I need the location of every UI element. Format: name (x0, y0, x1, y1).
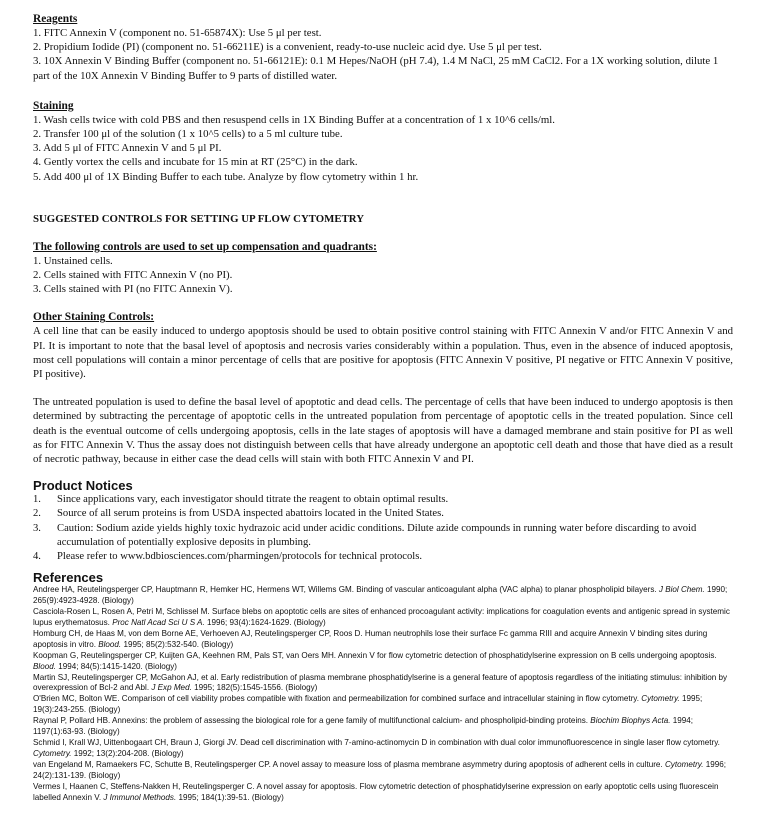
notice-text: Please refer to www.bdbiosciences.com/pharmingen/protocols for technical protocols. (57, 551, 422, 563)
staining-step: 5. Add 400 μl of 1X Binding Buffer to each tube. Analyze by flow cytometry within 1 hr. (33, 170, 419, 183)
control-item: 3. Cells stained with PI (no FITC Annexin V). (33, 283, 233, 296)
reference-citation: 1995; 85(2):532-540. (Biology) (123, 639, 234, 649)
control-item: 1. Unstained cells. (33, 254, 113, 267)
reference-journal: J Immunol Methods. (103, 792, 177, 802)
staining-step: 3. Add 5 μl of FITC Annexin V and 5 μl PI. (33, 142, 222, 155)
document-page (33, 12, 733, 803)
references-section (33, 570, 733, 803)
reference-citation: 1995; 19(3):243-255. (Biology) (33, 694, 703, 715)
reference-text: Martin SJ, Reutelingsperger CP, McGahon AJ, et al. Early redistribution of plasma membrane phosphatidylserine is a general feature of apoptosis regardless of the initiating stimulus: inhibition by overexpression of Bcl-2 and Abl. (33, 672, 728, 693)
reference-journal: Cytometry. (641, 694, 680, 704)
reference-item (33, 738, 733, 760)
notice-item (33, 550, 733, 564)
notices-heading: Product Notices (33, 478, 133, 494)
reference-item (33, 760, 733, 782)
reference-item (33, 629, 733, 651)
reference-citation: 1992; 13(2):204-208. (Biology) (73, 748, 184, 758)
notice-text: Caution: Sodium azide yields highly toxic hydrazoic acid under acidic conditions. Dilute azide compounds in running water before discarding to avoid accumulation of potentially explosive deposits in plumbing. (57, 522, 697, 548)
compensation-heading: The following controls are used to set up compensation and quadrants: (33, 240, 377, 253)
reference-journal: Proc Natl Acad Sci U S A. (112, 618, 205, 627)
notice-number: 2. (33, 508, 41, 520)
notice-item (33, 522, 733, 550)
staining-heading: Staining (33, 99, 74, 112)
reference-text: Schmid I, Krall WJ, Uittenbogaart CH, Braun J, Giorgi JV. Dead cell discrimination with 7-amino-actinomycin D in combination with dual color immunofluorescence in single laser flow cytometry. (33, 737, 720, 747)
reference-journal: Blood. (33, 661, 56, 671)
reference-citation: 1996; 24(2):131-139. (Biology) (33, 759, 726, 780)
staining-step: 4. Gently vortex the cells and incubate for 15 min at RT (25°C) in the dark. (33, 156, 358, 169)
reference-citation: 1995; 184(1):39-51. (Biology) (178, 792, 284, 802)
reference-citation: 1996; 93(4):1624-1629. (Biology) (206, 618, 326, 627)
reference-text: Casciola-Rosen L, Rosen A, Petri M, Schlissel M. Surface blebs on apoptotic cells are sites of enhanced procoagulant activity: implications for coagulation events and antigenic spread in systemic lupus erythematosus. (33, 607, 730, 627)
staining-section (33, 99, 733, 184)
reference-journal: Biochim Biophys Acta. (590, 716, 671, 726)
reference-journal: J Exp Med. (151, 683, 192, 693)
reference-item (33, 651, 733, 673)
staining-step: 1. Wash cells twice with cold PBS and then resuspend cells in 1X Binding Buffer at a concentration of 1 x 10^6 cells/ml. (33, 113, 555, 126)
reference-journal: J Biol Chem. (658, 585, 705, 595)
reference-citation: 1990; 265(9):4923-4928. (Biology) (33, 585, 728, 606)
notice-number: 3. (33, 522, 41, 534)
reference-item (33, 673, 733, 695)
notice-item (33, 493, 733, 507)
staining-step: 2. Transfer 100 μl of the solution (1 x 10^5 cells) to a 5 ml culture tube. (33, 128, 343, 141)
notice-text: Source of all serum proteins is from USDA inspected abattoirs located in the United States. (57, 508, 444, 520)
reference-item (33, 607, 733, 629)
control-item: 2. Cells stained with FITC Annexin V (no PI). (33, 269, 233, 282)
reference-item (33, 782, 733, 804)
controls-section (33, 212, 733, 466)
reference-text: van Engeland M, Ramaekers FC, Schutte B, Reutelingsperger CP. A novel assay to measure loss of plasma membrane asymmetry during apoptosis of adherent cells in culture. (33, 759, 663, 769)
reference-text: Vermes I, Haanen C, Steffens-Nakken H, Reutelingsperger C. A novel assay for apoptosis. Flow cytometric detection of phosphatidylserine expression on early apoptotic cells using fluorescein labelled Annexin V. (33, 781, 719, 802)
notice-text: Since applications vary, each investigator should titrate the reagent to obtain optimal results. (57, 494, 449, 506)
notice-item (33, 507, 733, 521)
reference-citation: 1994; 1197(1):63-93. (Biology) (33, 716, 694, 737)
controls-heading: SUGGESTED CONTROLS FOR SETTING UP FLOW CYTOMETRY (33, 212, 364, 225)
reference-citation: 1994; 84(5):1415-1420. (Biology) (58, 661, 177, 671)
reference-item (33, 585, 733, 607)
reagent-item: 2. Propidium Iodide (PI) (component no. 51-66211E) is a convenient, ready-to-use nucleic acid dye. Use 5 μl per test. (33, 41, 542, 54)
reagents-section (33, 12, 733, 83)
untreated-population-paragraph: The untreated population is used to define the basal level of apoptotic and dead cells. The percentage of cells that have been induced to undergo apoptosis is then determined by subtracting the percentage of apoptotic cells in the untreated population from percentage of apoptotic cells in the treated population. Since cell death is the eventual outcome of cells undergoing apoptosis, cells in the late stages of apoptosis will have a damaged membrane and stain positive for PI as well as for FITC Annexin V. Thus the assay does not distinguish between cells that have already undergone an apoptotic cell death and those that have died as a result of necrotic pathway, because in either case the dead cells will stain with both FITC Annexin V and PI. (33, 396, 733, 466)
reference-text: Homburg CH, de Haas M, von dem Borne AE, Verhoeven AJ, Reutelingsperger CP, Roos D. Human neutrophils lose their surface Fc gamma RIII and acquire Annexin V binding sites during apoptosis in vitro. (33, 628, 708, 649)
reference-text: Koopman G, Reutelingsperger CP, Kuijten GA, Keehnen RM, Pals ST, van Oers MH. Annexin V for flow cytometric detection of phosphatidylserine expression on B cells undergoing apoptosis. (33, 650, 717, 660)
reference-text: O'Brien MC, Bolton WE. Comparison of cell viability probes compatible with fixation and permeabilization for combined surface and intracellular staining in flow cytometry. (33, 694, 639, 704)
notice-number: 1. (33, 494, 41, 506)
reagent-item: 3. 10X Annexin V Binding Buffer (component no. 51-66121E): 0.1 M Hepes/NaOH (pH 7.4), 1.4 M NaCl, 25 mM CaCl2. For a 1X working solution, dilute 1 part of the 10X Annexin V Binding Buffer to 9 parts of distilled water. (33, 55, 719, 82)
reference-citation: 1995; 182(5):1545-1556. (Biology) (194, 683, 318, 693)
reference-item (33, 694, 733, 716)
notices-section (33, 478, 733, 564)
reagents-heading: Reagents (33, 13, 78, 25)
notice-number: 4. (33, 551, 41, 563)
other-controls-heading: Other Staining Controls: (33, 311, 155, 324)
reference-journal: Cytometry. (664, 759, 704, 769)
reference-item (33, 716, 733, 738)
reference-text: Andree HA, Reutelingsperger CP, Hauptmann R, Hemker HC, Hermens WT, Willems GM. Binding of vascular anticoagulant alpha (VAC alpha) to planar phospholipid bilayers. (33, 585, 657, 595)
references-heading: References (33, 570, 104, 586)
other-controls-paragraph: A cell line that can be easily induced to undergo apoptosis should be used to obtain positive control staining with FITC Annexin V and/or FITC Annexin V and PI. It is important to note that the basal level of apoptosis and necrosis varies considerably within a population. Thus, even in the absence of induced apoptosis, most cell populations will contain a minor percentage of cells that are positive for apoptosis (FITC Annexin V positive, PI negative or FITC Annexin V positive, PI positive). (33, 325, 733, 381)
reagent-item: 1. FITC Annexin V (component no. 51-65874X): Use 5 μl per test. (33, 27, 322, 39)
reference-journal: Cytometry. (33, 748, 72, 758)
reference-journal: Blood. (98, 639, 122, 649)
reference-text: Raynal P, Pollard HB. Annexins: the problem of assessing the biological role for a gene family of multifunctional calcium- and phospholipid-binding proteins. (33, 716, 589, 726)
